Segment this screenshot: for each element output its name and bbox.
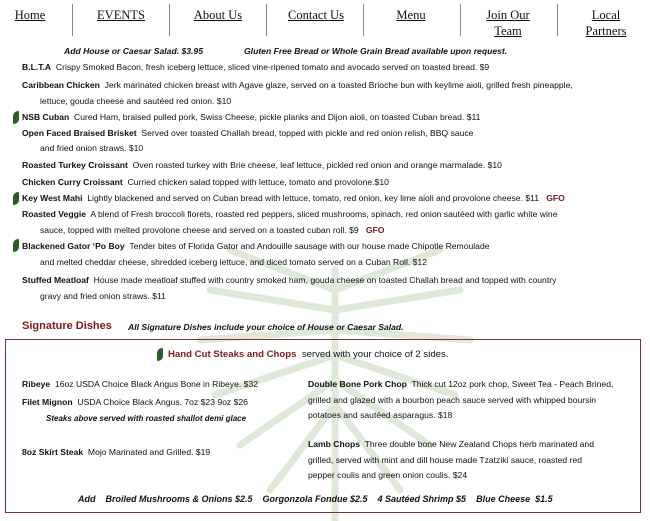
item-desc: Crispy Smoked Bacon, fresh iceberg lettuce, sliced vine-ripened tomato and avocado served on toasted bread. $9 bbox=[55, 62, 490, 72]
item-desc-line2: and fried onion straws. $10 bbox=[40, 143, 144, 153]
nav-home-link[interactable]: Home bbox=[14, 8, 46, 22]
item-desc: House made meatloaf stuffed with country smoked ham, gouda cheese on toasted Challah bread and topped with country bbox=[93, 275, 557, 285]
item-name: Filet Mignon bbox=[22, 397, 73, 407]
item-name: NSB Cuban bbox=[22, 112, 70, 122]
gfo-badge: GFO bbox=[546, 193, 565, 203]
menu-item-pork-chop bbox=[308, 379, 613, 390]
menu-item-roasted-veggie bbox=[22, 209, 557, 220]
nav-local-label: Local bbox=[591, 8, 621, 22]
gfo-badge: GFO bbox=[365, 225, 385, 235]
item-name: B.L.T.A bbox=[22, 62, 52, 72]
intro-bread-options: Gluten Free Bread or Whole Grain Bread available upon request. bbox=[244, 46, 508, 56]
leaf-icon bbox=[13, 192, 19, 205]
item-name: Open Faced Braised Brisket bbox=[22, 128, 137, 138]
item-desc-line2: gravy and fried onion straws. $11 bbox=[40, 291, 166, 301]
item-name: Caribbean Chicken bbox=[22, 80, 100, 90]
item-desc-line2: lettuce, gouda cheese and sautéed red onion. $10 bbox=[40, 96, 232, 106]
item-desc-line2: grilled, served with mint and dill house made Tzatziki sauce, roasted red bbox=[308, 455, 583, 465]
item-desc: Tender bites of Florida Gator and Andouille sausage with our house made Chipotle Remoulade bbox=[129, 241, 490, 251]
nav-team-label: Team bbox=[494, 24, 522, 38]
item-desc: Cured Ham, braised pulled pork, Swiss Cheese, pickle planks and Dijon aioli, on toasted Cuban bread. $11 bbox=[74, 112, 481, 122]
intro-add-salad: Add House or Caesar Salad. $3.95 bbox=[64, 46, 203, 56]
menu-item-key-west-mahi bbox=[22, 193, 565, 204]
nav-events-link[interactable]: EVENTS bbox=[97, 8, 145, 22]
item-desc: USDA Choice Black Angus. 7oz $23 9oz $26 bbox=[77, 397, 248, 407]
item-name: Double Bone Pork Chop bbox=[308, 379, 407, 389]
item-name: 8oz Skirt Steak bbox=[22, 447, 84, 457]
signature-dishes-box bbox=[5, 339, 641, 513]
item-desc-line2: and melted cheddar cheese, shredded iceberg lettuce, and diced tomato served on a Cuban Roll. $12 bbox=[40, 257, 427, 267]
item-desc: sauce, topped with melted provolone cheese and served on a toasted cuban roll. $9 bbox=[40, 225, 359, 235]
signature-dishes-heading: Signature Dishes bbox=[22, 320, 112, 332]
item-desc: A blend of Fresh broccoli florets, roasted red peppers, sliced mushrooms, spinach, red onion sautéed with garlic white wine bbox=[90, 209, 558, 219]
menu-item-filet-mignon bbox=[22, 397, 248, 408]
item-name: Lamb Chops bbox=[308, 439, 361, 449]
menu-item-blta bbox=[22, 62, 489, 73]
menu-item-lamb-chops bbox=[308, 439, 594, 450]
menu-item-ribeye bbox=[22, 379, 258, 390]
signature-dishes-note: All Signature Dishes include your choice of House or Caesar Salad. bbox=[128, 322, 404, 332]
item-desc: Three double bone New Zealand Chops herb marinated and bbox=[364, 439, 594, 449]
item-desc: 16oz USDA Choice Black Angus Bone in Ribeye. $32 bbox=[54, 379, 258, 389]
item-name: Stuffed Meatloaf bbox=[22, 275, 89, 285]
item-desc-line2 bbox=[40, 225, 384, 236]
nav-join-label: Join Our bbox=[486, 8, 530, 22]
add-ons-line: Add Broiled Mushrooms & Onions $2.5 Gorgonzola Fondue $2.5 4 Sautéed Shrimp $5 Blue Cheese $1.5 bbox=[78, 494, 553, 504]
item-desc: Thick cut 12oz pork chop, Sweet Tea - Peach Brined, bbox=[411, 379, 614, 389]
menu-item-skirt-steak bbox=[22, 447, 210, 458]
item-name: Roasted Turkey Croissant bbox=[22, 160, 128, 170]
steaks-chops-note: served with your choice of 2 sides. bbox=[301, 349, 449, 360]
menu-item-curry-croissant bbox=[22, 177, 389, 188]
item-desc: Curried chicken salad topped with lettuce, tomato and provolone.$10 bbox=[127, 177, 389, 187]
item-desc: Served over toasted Challah bread, topped with pickle and red onion relish, BBQ sauce bbox=[141, 128, 474, 138]
item-desc: Oven roasted turkey with Brie cheese, leaf lettuce, pickled red onion and orange marmalade. $10 bbox=[132, 160, 502, 170]
menu-item-brisket bbox=[22, 128, 473, 139]
item-name: Blackened Gator ‘Po Boy bbox=[22, 241, 125, 251]
item-desc: Jerk marinated chicken breast with Agave glaze, served on a toasted Brioche bun with keylime aioli, grilled fresh pineapple, bbox=[104, 80, 573, 90]
steaks-chops-heading bbox=[168, 349, 448, 360]
item-desc-line3: potatoes and sautéed asparagus. $18 bbox=[308, 410, 453, 420]
leaf-icon bbox=[13, 111, 19, 124]
item-name: Roasted Veggie bbox=[22, 209, 86, 219]
menu-item-stuffed-meatloaf bbox=[22, 275, 556, 286]
menu-item-nsb-cuban bbox=[22, 112, 480, 123]
item-name: Chicken Curry Croissant bbox=[22, 177, 123, 187]
menu-item-caribbean-chicken bbox=[22, 80, 573, 91]
item-desc: Mojo Marinated and Grilled. $19 bbox=[87, 447, 211, 457]
steaks-chops-title: Hand Cut Steaks and Chops bbox=[168, 349, 297, 360]
leaf-icon bbox=[13, 239, 19, 252]
steaks-sauce-note: Steaks above served with roasted shallot demi glace bbox=[46, 414, 247, 423]
item-name: Key West Mahi bbox=[22, 193, 83, 203]
item-desc-line2: grilled and glazed with a bourbon peach sauce served with whipped boursin bbox=[308, 395, 597, 405]
menu-item-gator-po-boy bbox=[22, 241, 490, 252]
menu-item-turkey-croissant bbox=[22, 160, 502, 171]
nav-menu-link[interactable]: Menu bbox=[396, 8, 426, 22]
nav-partners-label: Partners bbox=[585, 24, 627, 38]
item-name: Ribeye bbox=[22, 379, 51, 389]
nav-contact-link[interactable]: Contact Us bbox=[288, 8, 344, 22]
item-desc: Lightly blackened and served on Cuban bread with lettuce, tomato, red onion, key lime aioli and provolone cheese. $11 bbox=[87, 193, 540, 203]
nav-about-link[interactable]: About Us bbox=[193, 8, 243, 22]
item-desc-line3: pepper coulis and green onion coulis. $24 bbox=[308, 470, 468, 480]
